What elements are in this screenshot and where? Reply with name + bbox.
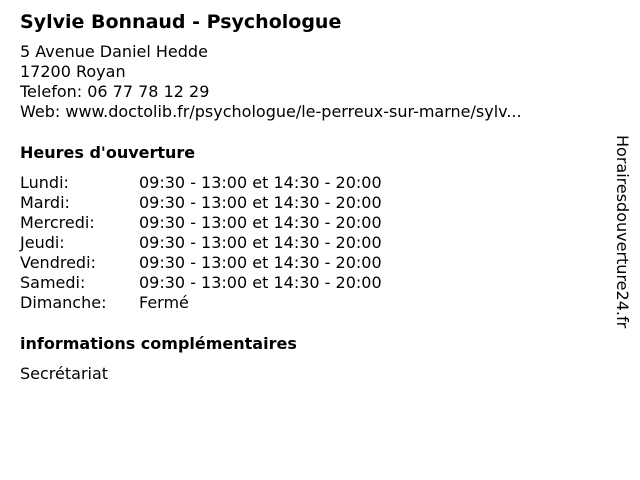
day-label: Mercredi:	[20, 213, 95, 232]
address-street: 5 Avenue Daniel Hedde	[20, 42, 208, 61]
day-hours: 09:30 - 13:00 et 14:30 - 20:00	[139, 173, 382, 192]
info-text: Secrétariat	[20, 364, 109, 383]
day-hours: Fermé	[139, 293, 189, 312]
day-label: Jeudi:	[20, 233, 65, 252]
hours-row-wednesday	[20, 213, 610, 233]
hours-heading: Heures d'ouverture	[20, 143, 196, 162]
business-card	[20, 10, 610, 384]
info-heading: informations complémentaires	[20, 334, 297, 353]
day-label: Lundi:	[20, 173, 69, 192]
hours-row-tuesday	[20, 193, 610, 213]
day-label: Vendredi:	[20, 253, 96, 272]
day-hours: 09:30 - 13:00 et 14:30 - 20:00	[139, 193, 382, 212]
day-hours: 09:30 - 13:00 et 14:30 - 20:00	[139, 213, 382, 232]
day-label: Samedi:	[20, 273, 86, 292]
phone-number: Telefon: 06 77 78 12 29	[20, 82, 210, 101]
website-link[interactable]: Web: www.doctolib.fr/psychologue/le-perreux-sur-marne/sylv...	[20, 102, 522, 121]
hours-row-sunday	[20, 293, 610, 313]
day-label: Mardi:	[20, 193, 70, 212]
hours-row-friday	[20, 253, 610, 273]
day-label: Dimanche:	[20, 293, 107, 312]
hours-table	[20, 173, 610, 313]
address-city: 17200 Royan	[20, 62, 126, 81]
day-hours: 09:30 - 13:00 et 14:30 - 20:00	[139, 233, 382, 252]
site-watermark: Horairesdouverture24.fr	[613, 135, 632, 329]
contact-block	[20, 42, 610, 122]
day-hours: 09:30 - 13:00 et 14:30 - 20:00	[139, 273, 382, 292]
hours-row-monday	[20, 173, 610, 193]
hours-row-saturday	[20, 273, 610, 293]
business-title: Sylvie Bonnaud - Psychologue	[20, 11, 342, 33]
day-hours: 09:30 - 13:00 et 14:30 - 20:00	[139, 253, 382, 272]
hours-row-thursday	[20, 233, 610, 253]
